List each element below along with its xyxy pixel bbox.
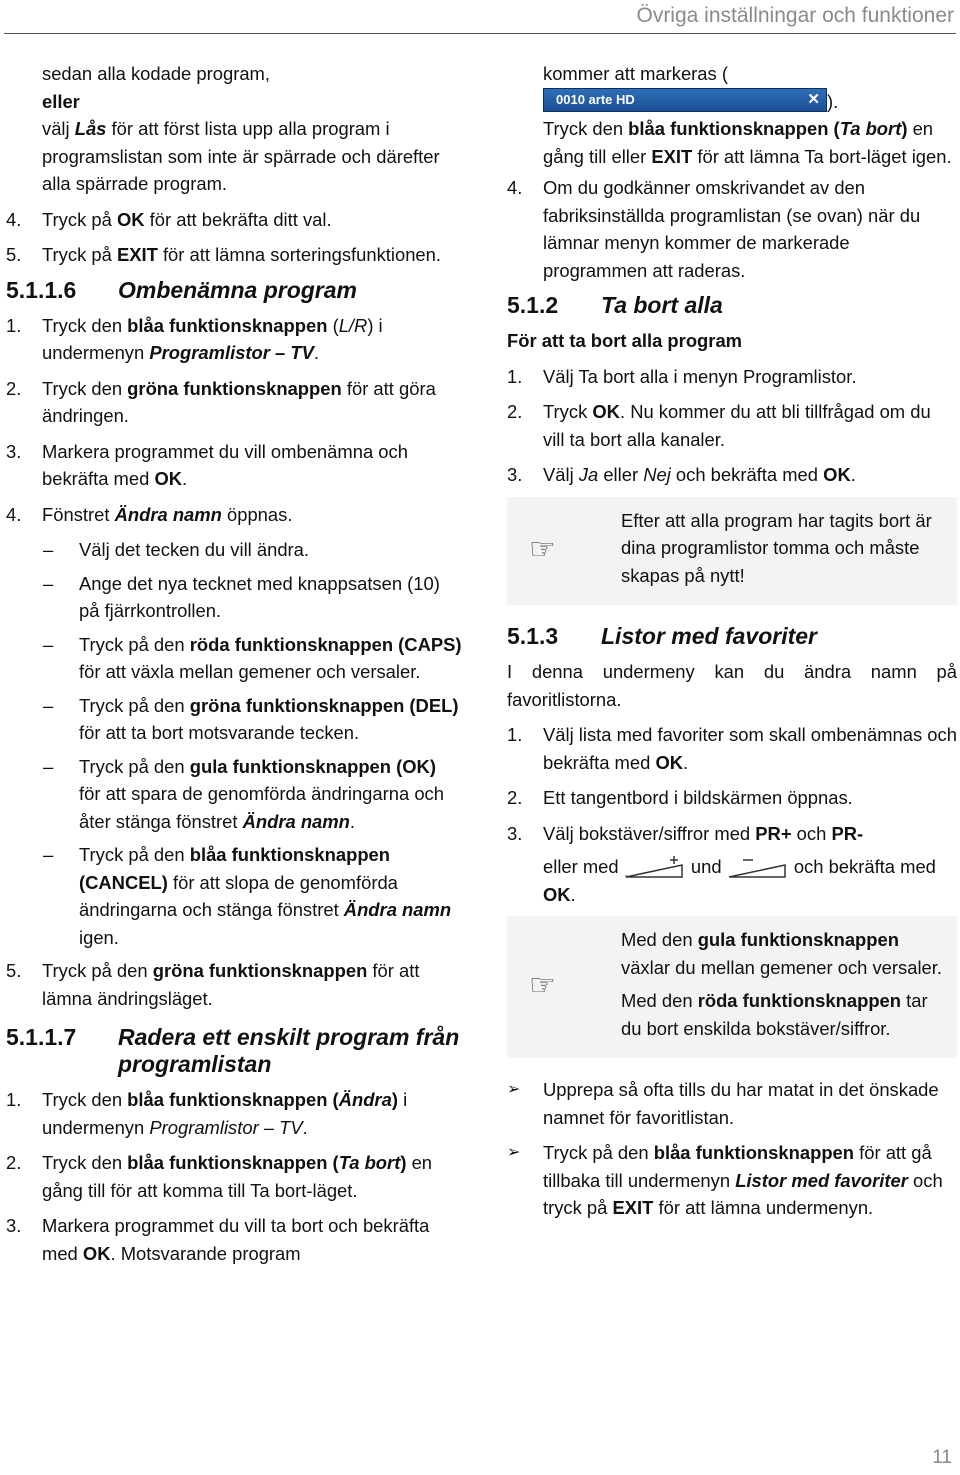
dash-item: – Tryck på den blåa funktionsknappen (CANCEL) för att slopa de genomförda ändringarna och stänga fönstret Ändra namn igen. (43, 844, 452, 948)
left-column (0, 60, 462, 1275)
note-box (507, 916, 957, 1058)
text-line: kommer att markeras ( (543, 63, 728, 84)
rename-step-5: 5. Tryck på den gröna funktionsknappen för att lämna ändringsläget. (6, 960, 420, 1009)
rename-step-1: 1. Tryck den blåa funktionsknappen (L/R) i undermenyn Programlistor – TV. (6, 314, 383, 363)
rename-step-3: 3. Markera programmet du vill ombenämna och bekräfta med OK. (6, 440, 408, 489)
pointing-hand-icon: ☞ (529, 969, 556, 1002)
fav-step-3: 3. Välj bokstäver/siffror med PR+ och PR- eller med und och bekräfta med OK. (507, 822, 936, 905)
close-icon: ✕ (807, 90, 820, 108)
arrow-bullet-icon: ➢ (507, 1144, 521, 1161)
delete-step-3: 3. Markera programmet du vill ta bort och bekräfta med OK. Motsvarande program (6, 1215, 430, 1264)
continuation-text (0, 60, 462, 198)
note-text: Efter att alla program har tagits bort är dina programlistor tomma och måste skapas på nytt! (621, 509, 932, 586)
text-line: sedan alla kodade program, (42, 63, 270, 84)
volume-plus-icon (624, 855, 686, 879)
dash-item: – Välj det tecken du vill ändra. (43, 539, 310, 560)
favorites-intro: I denna undermeny kan du ändra namn på favoritlistorna. (507, 661, 957, 710)
section-heading-5117: 5.1.1.7 Radera ett enskilt program från programlistan (6, 1024, 460, 1077)
note-box (507, 497, 957, 606)
running-header: Övriga inställningar och funktioner (636, 4, 954, 27)
page-number: 11 (932, 1447, 952, 1468)
dash-item: – Tryck på den gröna funktionsknappen (DEL) för att ta bort motsvarande tecken. (43, 694, 459, 743)
rename-step-2: 2. Tryck den gröna funktionsknappen för att göra ändringen. (6, 377, 436, 426)
delete-step-2: 2. Tryck den blåa funktionsknappen (Ta bort) en gång till för att komma till Ta bort-läget. (6, 1152, 433, 1201)
fav-step-1: 1. Välj lista med favoriter som skall ombenämnas och bekräfta med OK. (507, 724, 957, 773)
bullet-item: ➢ Tryck på den blåa funktionsknappen för att gå tillbaka till undermenyn Listor med favoriter och tryck på EXIT för att lämna undermenyn. (507, 1139, 957, 1222)
step-4: 4. Tryck på OK för att bekräfta ditt val. (6, 208, 332, 230)
arrow-bullet-icon: ➢ (507, 1081, 521, 1098)
right-column (507, 60, 957, 1230)
fav-step-2: 2. Ett tangentbord i bildskärmen öppnas. (507, 787, 853, 808)
delete-step-4: 4. Om du godkänner omskrivandet av den fabriksinställda programlistan (se ovan) när du lämnar menyn kommer de markerade programmen att raderas. (507, 177, 921, 281)
continuation-text: kommer att markeras ( 0010 arte HD ✕ ). Tryck den blåa funktionsknappen (Ta bort) en gång till eller EXIT för att lämna Ta bort-läget igen. (507, 60, 957, 170)
text-bold: eller (42, 90, 80, 112)
note-text: Med den gula funktionsknappen växlar du mellan gemener och versaler. (621, 929, 942, 978)
section-heading-5116: 5.1.1.6 Ombenämna program (6, 276, 357, 303)
delete-step-1: 1. Tryck den blåa funktionsknappen (Ändra) i undermenyn Programlistor – TV. (6, 1089, 408, 1138)
dash-item: – Ange det nya tecknet med knappsatsen (10) på fjärrkontrollen. (43, 572, 440, 621)
note-text: Med den röda funktionsknappen tar du bort enskilda bokstäver/siffror. (621, 990, 928, 1039)
remove-all-step-1: 1. Välj Ta bort alla i menyn Programlistor. (507, 365, 857, 387)
header-rule (4, 33, 956, 34)
section-heading-512: 5.1.2 Ta bort alla (507, 292, 723, 318)
channel-bar-image: 0010 arte HD ✕ (543, 88, 827, 112)
dash-item: – Tryck på den röda funktionsknappen (CAPS) för att växla mellan gemener och versaler. (43, 633, 462, 682)
text-line: välj Lås för att först lista upp alla program i programslistan som inte är spärrade och därefter alla spärrade program. (42, 118, 440, 194)
section-heading-513: 5.1.3 Listor med favoriter (507, 623, 817, 649)
bullet-item: ➢ Upprepa så ofta tills du har matat in det önskade namnet för favoritlistan. (507, 1076, 957, 1131)
step-5: 5. Tryck på EXIT för att lämna sorteringsfunktionen. (6, 244, 441, 265)
dash-item: – Tryck på den gula funktionsknappen (OK) för att spara de genomförda ändringarna och åter stänga fönstret Ändra namn. (43, 755, 444, 832)
volume-minus-icon (727, 855, 789, 879)
pointing-hand-icon: ☞ (529, 532, 556, 566)
remove-all-step-3: 3. Välj Ja eller Nej och bekräfta med OK. (507, 464, 856, 485)
subheading: För att ta bort alla program (507, 330, 743, 351)
text-line: Tryck den blåa funktionsknappen (Ta bort) en gång till eller EXIT för att lämna Ta bort-läget igen. (543, 118, 952, 167)
remove-all-step-2: 2. Tryck OK. Nu kommer du att bli tillfrågad om du vill ta bort alla kanaler. (507, 401, 931, 450)
rename-step-4: 4. Fönstret Ändra namn öppnas. (6, 503, 293, 525)
